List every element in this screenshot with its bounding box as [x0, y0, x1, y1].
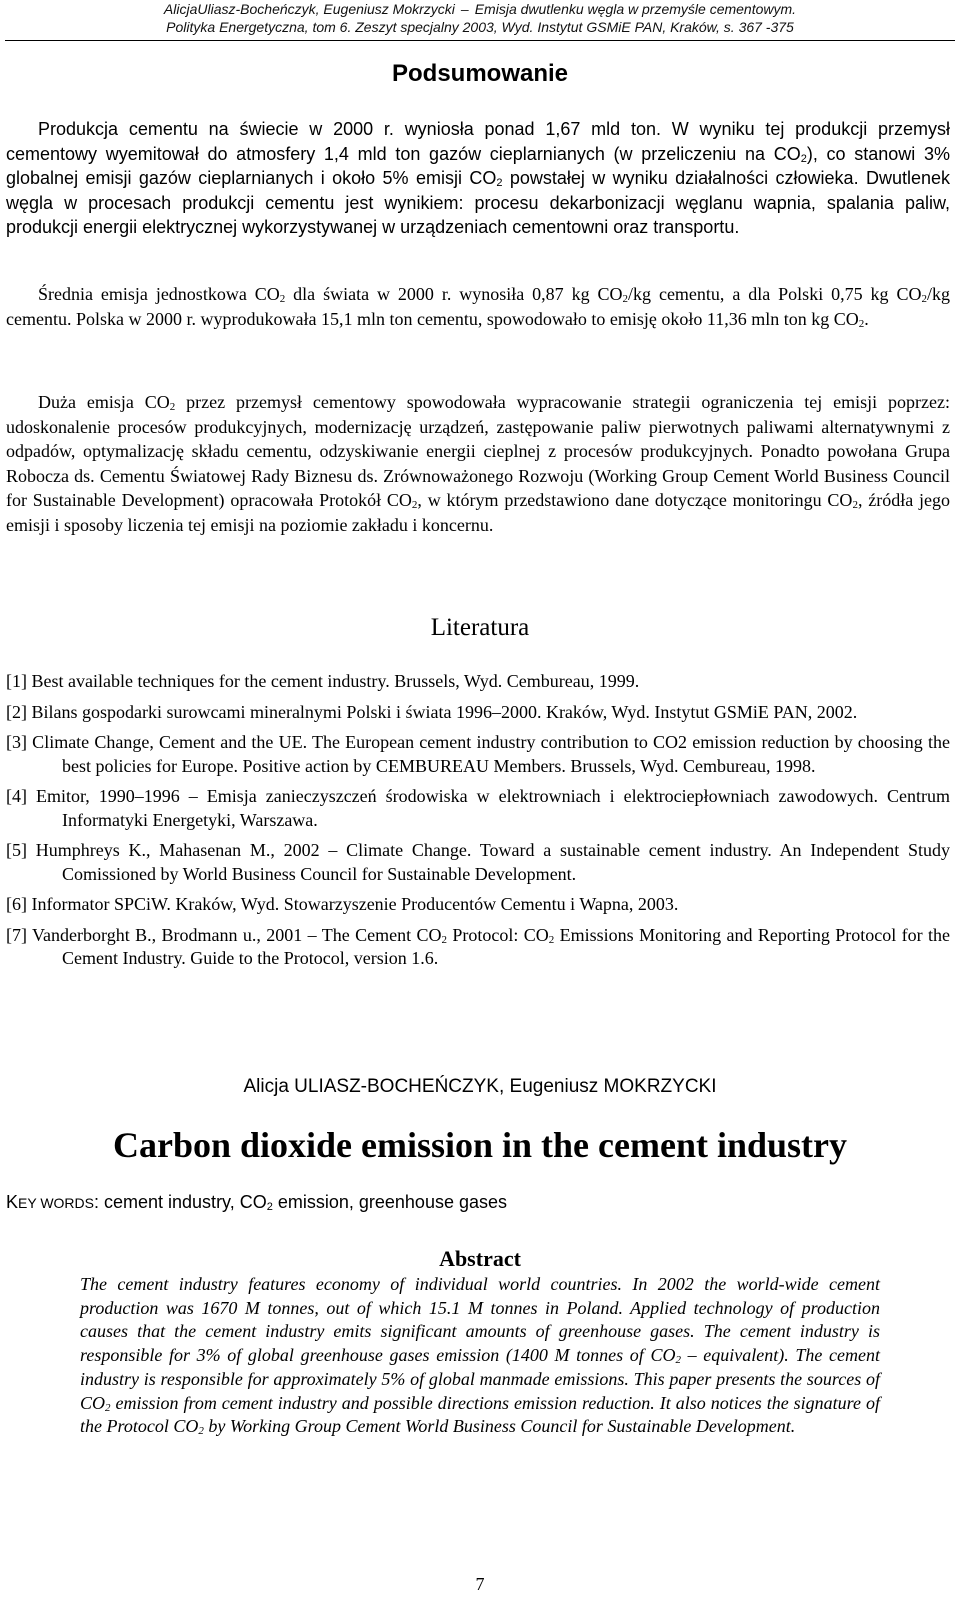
reference-item: [6] Informator SPCiW. Kraków, Wyd. Stowarzyszenie Producentów Cementu i Wapna, 2003. [6, 894, 679, 914]
page-number: 7 [475, 1574, 485, 1594]
reference-item: [3] Climate Change, Cement and the UE. The European cement industry contribution to CO2 emission reduction by choosing the best policies for Europe. Positive action by CEMBUREAU Members. Brussels, Wyd. Cembureau, 1998. [6, 732, 950, 776]
reference-item: [4] Emitor, 1990–1996 – Emisja zanieczyszczeń środowiska w elektrowniach i elektrociepłowniach zawodowych. Centrum Informatyki Energetyki, Warszawa. [6, 786, 950, 830]
section-heading-summary: Podsumowanie [391, 60, 569, 87]
keywords-line: KEY WORDS: cement industry, $CO_2$ emission, greenhouse gases [6, 1192, 507, 1213]
header-rule [5, 40, 955, 41]
header-separator: – [460, 1, 469, 17]
reference-list [6, 670, 950, 978]
summary-paragraph-3: Duża emisja $CO_2$ przez przemysł cementowy spowodowała wypracowanie strategii ograniczenia tej emisji poprzez: udoskonalenie procesów produkcyjnych, modernizację urządzeń, zastępowanie paliw pierwotnych paliwami alternatywnymi z odpadów, optymalizację składu cementu, odzyskiwanie energii cieplnej z procesów produkcyjnych. Ponadto powołana Grupa Robocza ds. Cementu Światowej Rady Biznesu ds. Zrównoważonego Rozwoju (Working Group Cement World Business Council for Sustainable Development) opracowała Protokół $CO_2$, w którym przedstawiono dane dotyczące monitoringu $CO_2$, źródła jego emisji i sposoby liczenia tej emisji na poziomie zakładu i koncernu. [6, 392, 951, 535]
summary-paragraph-1: Produkcja cementu na świecie w 2000 r. wyniosła ponad 1,67 mld ton. W wyniku tej produkcji przemysł cementowy wyemitował do atmosfery 1,4 mld ton gazów cieplarnianych (w przeliczeniu na $CO_2$), co stanowi 3% globalnej emisji gazów cieplarnianych i około 5% emisji $CO_2$ powstałej w wyniku działalności człowieka. Dwutlenek węgla w procesach produkcji cementu jest wynikiem: procesu dekarbonizacji węglanu wapnia, spalania paliw, produkcji energii elektrycznej wykorzystywanej w urządzeniach cementowni oraz transportu. [6, 119, 950, 237]
abstract-text: The cement industry features economy of individual world countries. In 2002 the world-wide cement production was 1670 M tonnes, out of which 15.1 M tonnes in Poland. Applied technology of production causes that the cement industry emits significant amounts of greenhouse gases. The cement industry is responsible for 3% of global greenhouse gases emission (1400 M tonnes of $CO_2$ – equivalent). The cement industry is responsible for approximately 5% of global manmade emissions. This paper presents the sources of $CO_2$ emission from cement industry and possible directions emission reduction. It also notices the signature of the Protocol $CO_2$ by Working Group Cement World Business Council for Sustainable Development. [80, 1274, 880, 1438]
summary-paragraph-2: Średnia emisja jednostkowa $CO_2$ dla świata w 2000 r. wynosiła 0,87 kg $CO_2/kg$ cementu, a dla Polski 0,75 kg $CO_2/kg$ cementu. Polska w 2000 r. wyprodukowała 15,1 mln ton cementu, spowodowało to emisję około 11,36 mln ton kg $CO_2$. [6, 284, 950, 330]
header-citation: Polityka Energetyczna, tom 6. Zeszyt specjalny 2003, Wyd. Instytut GSMiE PAN, Kraków, s. 367 -375 [166, 19, 794, 35]
running-header [0, 0, 960, 40]
abstract-heading: Abstract [439, 1246, 521, 1271]
english-authors: Alicja ULIASZ-BOCHEŃCZYK, Eugeniusz MOKRZYCKI [243, 1076, 717, 1097]
running-header-line1 [0, 0, 960, 18]
reference-item: [1] Best available techniques for the cement industry. Brussels, Wyd. Cembureau, 1999. [6, 671, 640, 691]
section-heading-literature: Literatura [430, 614, 530, 641]
header-authors: AlicjaUliasz-Bocheńczyk, Eugeniusz Mokrzycki [163, 1, 455, 17]
english-title: Carbon dioxide emission in the cement industry [112, 1125, 848, 1165]
header-title: Emisja dwutlenku węgla w przemyśle cementowym. [474, 1, 797, 17]
reference-item: [5] Humphreys K., Mahasenan M., 2002 – Climate Change. Toward a sustainable cement industry. An Independent Study Comissioned by World Business Council for Sustainable Development. [6, 840, 950, 884]
reference-item: [2] Bilans gospodarki surowcami mineralnymi Polski i świata 1996–2000. Kraków, Wyd. Instytut GSMiE PAN, 2002. [6, 701, 858, 722]
reference-item: [7] Vanderborght B., Brodmann u., 2001 – The Cement $CO_2$ Protocol: $CO_2$ Emissions Monitoring and Reporting Protocol for the Cement Industry. Guide to the Protocol, version 1.6. [6, 924, 950, 968]
